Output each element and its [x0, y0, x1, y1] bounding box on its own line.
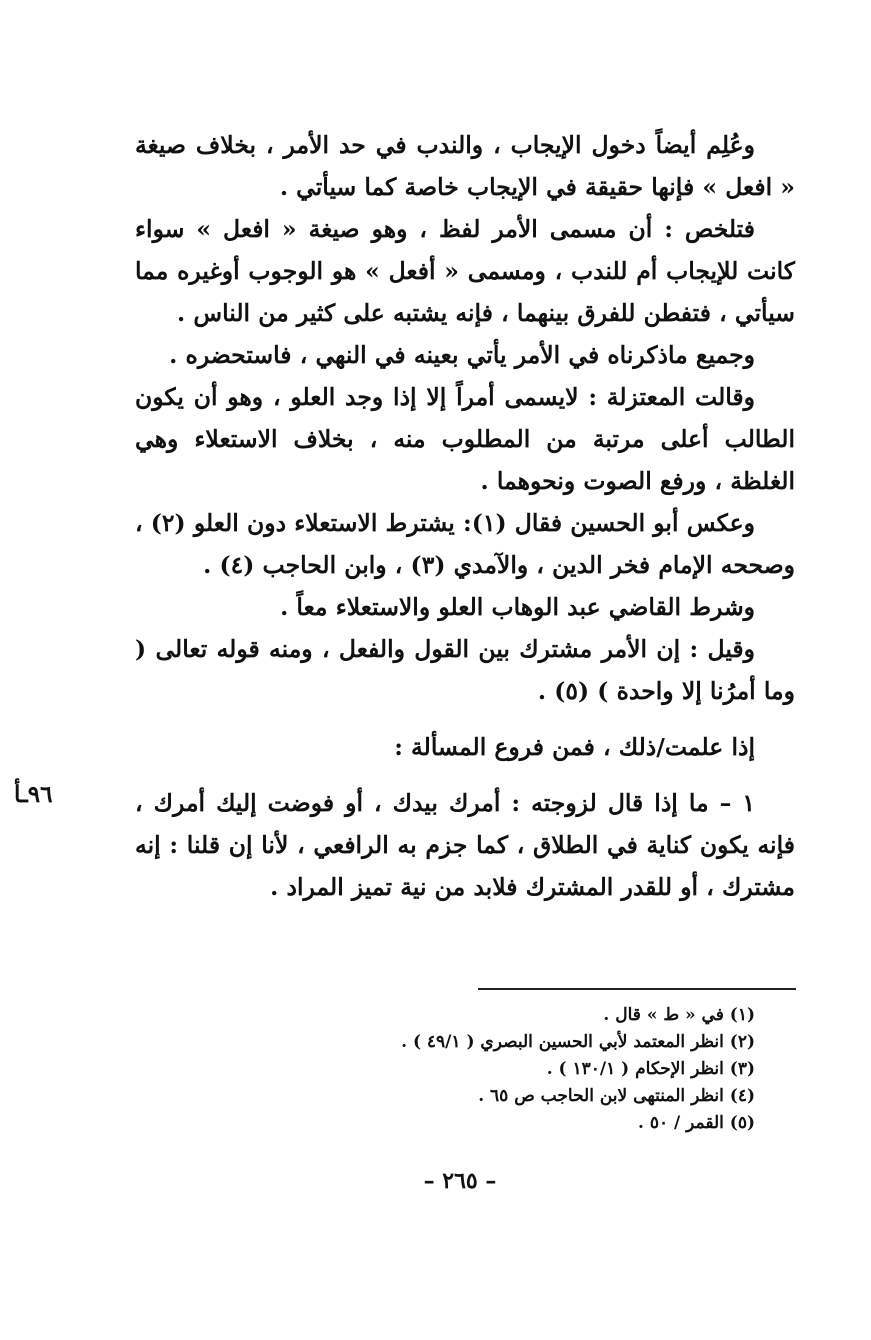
footnote-3: (٣) انظر الإحكام ( ١٣٠/١ ) . [546, 1059, 755, 1079]
footnote-divider [478, 988, 796, 990]
paragraph-5: وعكس أبو الحسين فقال (١): يشترط الاستعلاء دون العلو (٢) ، وصححه الإمام فخر الدين ، والآمدي (٣) ، وابن الحاجب (٤) . [135, 509, 795, 579]
main-text [135, 124, 795, 908]
paragraph-3: وجميع ماذكرناه في الأمر يأتي بعينه في النهي ، فاستحضره . [169, 341, 755, 369]
page-number: – ٢٦٥ – [423, 1168, 497, 1194]
footnotes [300, 1002, 755, 1137]
paragraph-2: فتلخص : أن مسمى الأمر لفظ ، وهو صيغة « افعل » سواء كانت للإيجاب أم للندب ، ومسمى « أفعل » هو الوجوب أوغيره مما سيأتي ، فتفطن للفرق بينهما ، فإنه يشتبه على كثير من الناس . [135, 215, 795, 327]
footnote-2: (٢) انظر المعتمد لأبي الحسين البصري ( ٤٩/١ ) . [401, 1032, 755, 1052]
branch-paragraph: ١ – ما إذا قال لزوجته : أمرك بيدك ، أو فوضت إليك أمرك ، فإنه يكون كناية في الطلاق ، كما جزم به الرافعي ، لأنا إن قلنا : إنه مشترك ، أو للقدر المشترك فلابد من نية تميز المراد . [135, 789, 795, 901]
paragraph-1: وعُلِم أيضاً دخول الإيجاب ، والندب في حد الأمر ، بخلاف صيغة « افعل » فإنها حقيقة في الإيجاب خاصة كما سيأتي . [135, 131, 795, 201]
paragraph-6: وشرط القاضي عبد الوهاب العلو والاستعلاء معاً . [280, 593, 755, 621]
paragraph-7: وقيل : إن الأمر مشترك بين القول والفعل ، ومنه قوله تعالى ( وما أمرُنا إلا واحدة ) (٥) . [135, 635, 795, 705]
margin-folio-note: ٩٦ـأ [14, 781, 53, 808]
footnote-5: (٥) القمر / ٥٠ . [637, 1113, 755, 1133]
footnote-1: (١) في « ط » قال . [603, 1005, 755, 1025]
footnote-4: (٤) انظر المنتهى لابن الحاجب ص ٦٥ . [478, 1086, 755, 1106]
section-heading: إذا علمت/ذلك ، فمن فروع المسألة : [394, 733, 755, 761]
paragraph-4: وقالت المعتزلة : لايسمى أمراً إلا إذا وجد العلو ، وهو أن يكون الطالب أعلى مرتبة من المطلوب منه ، بخلاف الاستعلاء وهي الغلظة ، ورفع الصوت ونحوهما . [135, 383, 795, 495]
